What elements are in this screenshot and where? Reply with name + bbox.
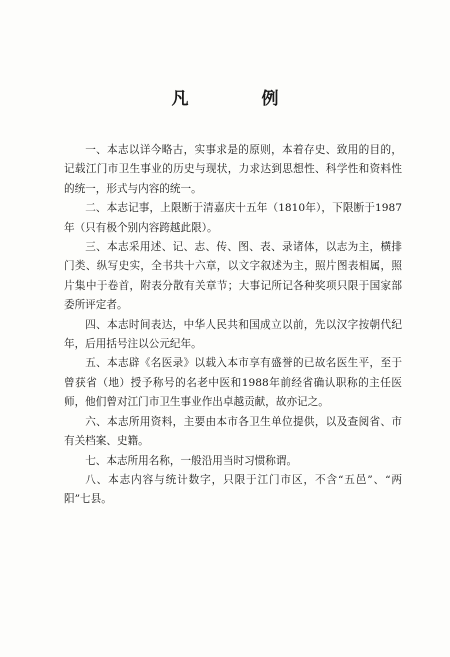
paragraph-3: 三、本志采用述、记、志、传、图、表、录诸体，以志为主，横排门类、纵写史实，全书共十六章，以文字叙述为主，照片图表相属，照片集中于卷首，附表分散有关章节；大事记所记各种奖项只限于国家部委所评定者。 xyxy=(64,241,402,312)
paragraph-8: 八、本志内容与统计数字，只限于江门市区，不含“五邑”、“两阳”七县。 xyxy=(64,473,402,506)
paragraph-5: 五、本志辟《名医录》以载入本市享有盛誉的已故名医生平，至于曾获省（地）授予称号的名老中医和1988年前经省确认职称的主任医师，他们曾对江门市卫生事业作出卓越贡献，故亦记之。 xyxy=(64,357,402,409)
paragraph-6: 六、本志所用资料，主要由本市各卫生单位提供，以及查阅省、市有关档案、史籍。 xyxy=(64,415,402,448)
paragraph-1: 一、本志以详今略古，实事求是的原则，本着存史、致用的目的，记载江门市卫生事业的历史与现状，力求达到思想性、科学性和资料性的统一，形式与内容的统一。 xyxy=(64,144,402,195)
page-title: 凡 例 xyxy=(171,89,307,109)
paragraph-4: 四、本志时间表达，中华人民共和国成立以前，先以汉字按朝代纪年，后用括号注以公元纪年。 xyxy=(64,318,402,351)
document-body xyxy=(64,141,402,510)
paragraph-2: 二、本志记事，上限断于清嘉庆十五年（1810年），下限断于1987年（只有极个别内容跨越此限）。 xyxy=(64,202,402,234)
paragraph-7: 七、本志所用名称，一般沿用当时习惯称谓。 xyxy=(85,454,298,467)
